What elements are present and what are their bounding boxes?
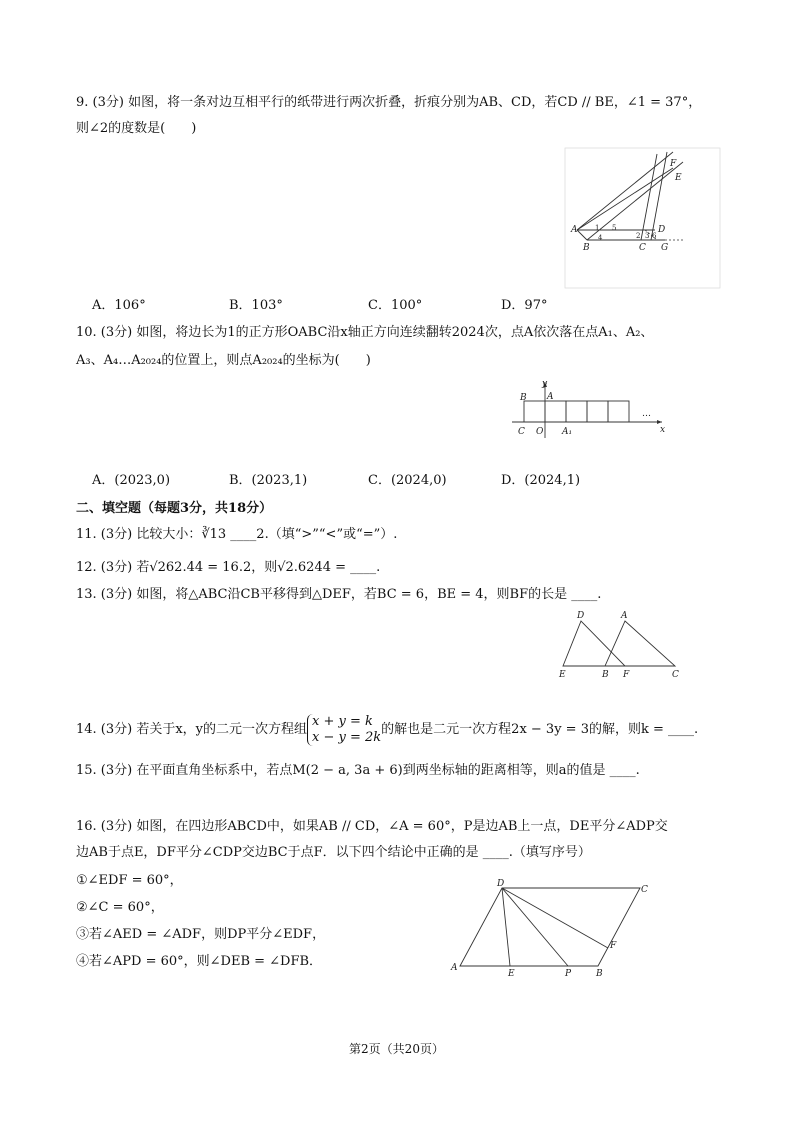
question-9-line-2: 则∠2的度数是( ): [76, 121, 197, 136]
fig9-angle-3: 3: [645, 232, 650, 240]
fig16-label-F: F: [610, 941, 617, 951]
fig9-label-F: F: [670, 159, 677, 169]
question-12: 12. (3分) 若√262.44 = 16.2，则√2.6244 = ____.: [76, 560, 381, 575]
q9-option-b[interactable]: B．103°: [229, 298, 283, 313]
fig9-label-E: E: [675, 173, 682, 183]
fig10-label-y: y: [542, 379, 548, 389]
fig16-label-C: C: [641, 885, 648, 895]
fig13-label-B: B: [602, 670, 609, 680]
fig16-label-P: P: [565, 969, 572, 979]
q10-option-d[interactable]: D．(2024,1): [501, 473, 581, 488]
q10-option-a[interactable]: A．(2023,0): [92, 473, 171, 488]
question-9-figure: [565, 148, 720, 288]
question-9-line-1: 9. (3分) 如图，将一条对边互相平行的纸带进行两次折叠，折痕分别为AB、CD，若CD // BE，∠1 = 37°，: [76, 95, 702, 110]
fig16-label-E: E: [508, 969, 515, 979]
fig16-label-D: D: [497, 879, 505, 889]
section-title-fill-in: 二、填空题（每题3分，共18分）: [76, 501, 273, 516]
question-14: [76, 712, 726, 748]
q16-statement-4: ④若∠APD = 60°，则∠DEB = ∠DFB．: [76, 954, 323, 969]
fig9-angle-6: 6: [652, 232, 657, 240]
fig9-angle-5: 5: [612, 224, 617, 232]
fig10-label-B: B: [520, 393, 527, 403]
fig13-label-C: C: [672, 670, 679, 680]
question-13-figure: [555, 606, 685, 681]
q16-statement-3: ③若∠AED = ∠ADF，则DP平分∠EDF，: [76, 927, 326, 942]
question-9-options: [92, 294, 652, 314]
fig10-label-x: x: [660, 425, 666, 435]
fig9-angle-1: 1: [595, 224, 600, 232]
question-16-line-1: 16. (3分) 如图，在四边形ABCD中，如果AB // CD，∠A = 60°，P是边AB上一点，DE平分∠ADP交: [76, 819, 668, 834]
fig13-label-D: D: [577, 611, 585, 621]
q14-prefix: 14. (3分) 若关于x，y的二元一次方程组: [76, 722, 308, 737]
q14-eq2: x − y = 2k: [312, 729, 382, 745]
question-11: 11. (3分) 比较大小：∛13 ____2.（填“>”“<”或“=”）.: [76, 527, 398, 542]
q14-equation-system: [307, 714, 381, 746]
q9-option-c[interactable]: C．100°: [368, 298, 423, 313]
q10-option-c[interactable]: C．(2024,0): [368, 473, 447, 488]
fig16-label-B: B: [596, 969, 603, 979]
q9-option-a[interactable]: A．106°: [92, 298, 146, 313]
q14-suffix: 的解也是二元一次方程2x − 3y = 3的解，则k = ____.: [381, 722, 699, 737]
fig10-ellipsis: …: [642, 409, 651, 419]
fig13-label-E: E: [559, 670, 566, 680]
question-10-options: [92, 469, 652, 489]
fig9-angle-4: 4: [598, 234, 603, 242]
fig9-label-D: D: [658, 225, 666, 235]
fig9-label-G: G: [661, 243, 669, 253]
question-10-figure: [512, 378, 672, 440]
fig9-label-C: C: [639, 243, 646, 253]
fig13-label-A: A: [621, 611, 628, 621]
question-10-line-2: A₃、A₄…A₂₀₂₄的位置上，则点A₂₀₂₄的坐标为( ): [76, 353, 371, 368]
fig10-label-A: A: [547, 392, 554, 402]
fig10-label-A1: A₁: [562, 427, 573, 437]
fig10-label-C: C: [518, 427, 525, 437]
question-10-line-1: 10. (3分) 如图，将边长为1的正方形OABC沿x轴正方向连续翻转2024次，点A依次落在点A₁、A₂、: [76, 325, 654, 340]
q16-statement-2: ②∠C = 60°，: [76, 900, 164, 915]
page-footer: 第2页（共20页）: [349, 1042, 444, 1056]
fig10-label-O: O: [536, 427, 544, 437]
q9-option-d[interactable]: D．97°: [501, 298, 548, 313]
fig13-label-F: F: [623, 670, 630, 680]
question-13: 13. (3分) 如图，将△ABC沿CB平移得到△DEF，若BC = 6，BE = 4，则BF的长是 ____.: [76, 587, 602, 602]
q14-eq1: x + y = k: [312, 713, 373, 729]
fig9-label-B: B: [583, 243, 590, 253]
question-16-figure: [448, 878, 658, 978]
fig9-label-A: A: [571, 225, 578, 235]
q10-option-b[interactable]: B．(2023,1): [229, 473, 308, 488]
question-16-line-2: 边AB于点E，DF平分∠CDP交边BC于点F．以下四个结论中正确的是 ____.（填写序号）: [76, 845, 591, 860]
fig16-label-A: A: [451, 963, 458, 973]
fig9-angle-2: 2: [636, 232, 641, 240]
question-15: 15. (3分) 在平面直角坐标系中，若点M(2 − a, 3a + 6)到两坐标轴的距离相等，则a的值是 ____.: [76, 763, 640, 778]
q16-statement-1: ①∠EDF = 60°，: [76, 873, 183, 888]
